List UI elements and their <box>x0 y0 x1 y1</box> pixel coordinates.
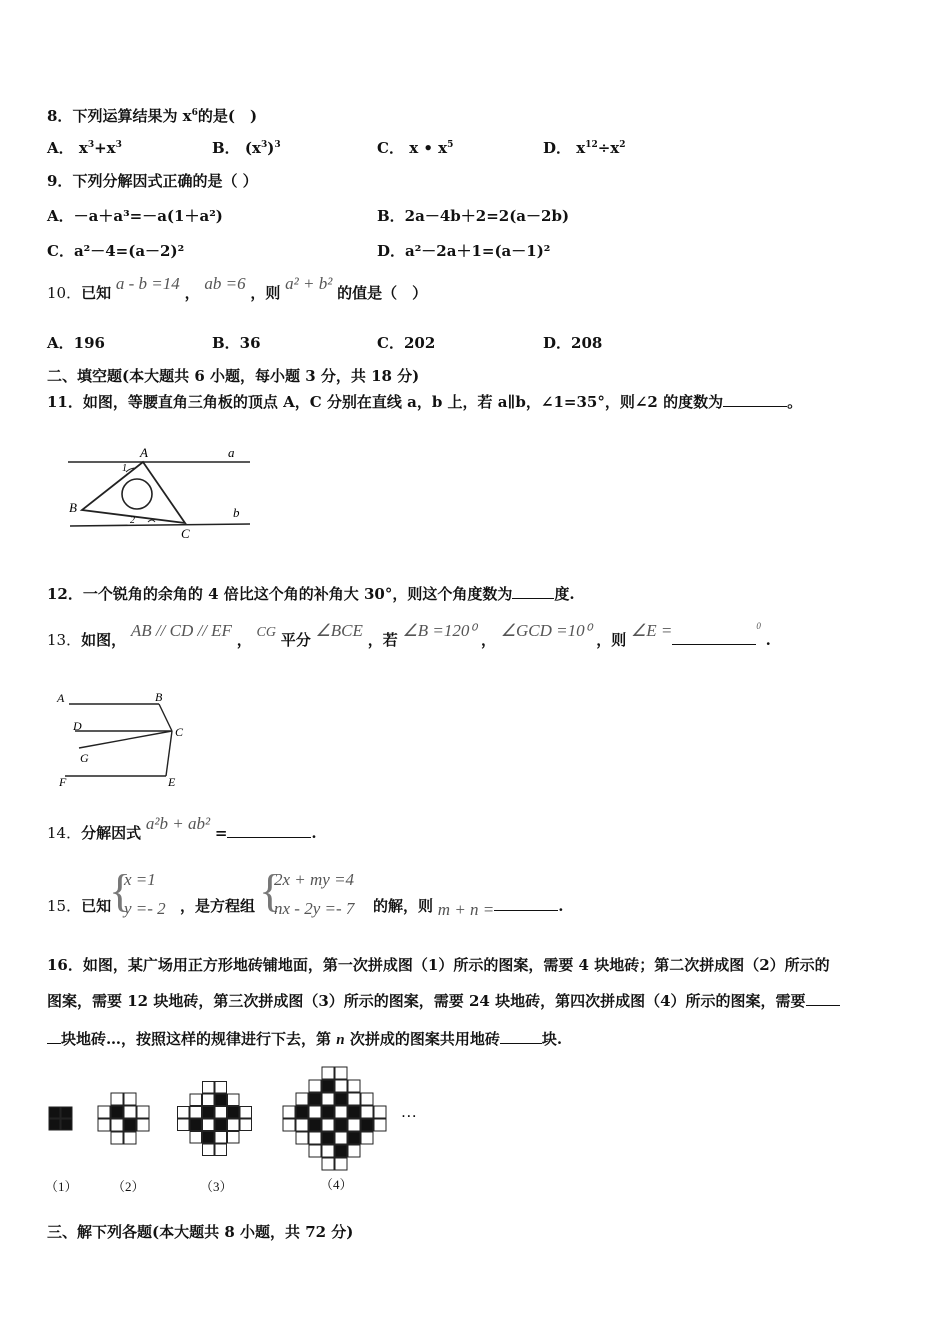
tile-pattern-4 <box>283 1067 386 1170</box>
q10-option-c: C．202 <box>377 334 436 352</box>
caption-1: （1） <box>45 1179 78 1194</box>
q16-line3: 块地砖…，按照这样的规律进行下去，第 n 次拼成的图案共用地砖 块. <box>47 1029 562 1050</box>
label-B: B <box>155 690 163 704</box>
tile <box>228 1094 240 1106</box>
label-F: F <box>59 775 67 789</box>
tile <box>215 1107 227 1119</box>
tile <box>335 1119 347 1131</box>
tile-pattern-2 <box>98 1093 149 1144</box>
left-brace-2: { <box>259 865 282 916</box>
tile <box>98 1119 110 1131</box>
tile <box>361 1106 373 1118</box>
tile <box>335 1132 347 1144</box>
tile <box>335 1067 347 1079</box>
tile <box>49 1107 60 1118</box>
tile <box>309 1132 321 1144</box>
tile <box>203 1144 215 1156</box>
label-a: a <box>228 445 235 460</box>
tile <box>348 1132 360 1144</box>
label-angle-2: 2 <box>130 515 135 526</box>
tile <box>348 1145 360 1157</box>
triangle-hole <box>122 479 152 509</box>
q15-sys2-line2: nx - 2y =- 7 <box>274 899 355 918</box>
tile <box>309 1080 321 1092</box>
tile <box>322 1067 334 1079</box>
q10-option-d: D．208 <box>543 334 603 352</box>
q10-option-a: A．196 <box>47 334 105 352</box>
tile <box>137 1119 149 1131</box>
tile <box>361 1119 373 1131</box>
tile <box>203 1082 215 1094</box>
tile <box>348 1080 360 1092</box>
tile <box>61 1107 72 1118</box>
tile <box>348 1106 360 1118</box>
tile <box>111 1106 123 1118</box>
tile <box>203 1119 215 1131</box>
tile <box>296 1106 308 1118</box>
tile <box>309 1119 321 1131</box>
tile <box>335 1080 347 1092</box>
tile <box>309 1093 321 1105</box>
tile <box>283 1119 295 1131</box>
tile <box>228 1132 240 1144</box>
label-E: E <box>168 775 176 789</box>
tile <box>322 1132 334 1144</box>
tile <box>309 1106 321 1118</box>
tile <box>111 1093 123 1105</box>
tile <box>322 1145 334 1157</box>
label-A: A <box>57 691 65 705</box>
q15-sys1-line1: x =1 <box>124 870 156 889</box>
tile <box>190 1132 202 1144</box>
tile <box>137 1106 149 1118</box>
q15-tail: 的解，则 m + n = . <box>373 897 564 919</box>
tile <box>322 1119 334 1131</box>
tile <box>98 1106 110 1118</box>
label-G: G <box>80 751 89 765</box>
tile <box>215 1144 227 1156</box>
line-b <box>70 524 250 526</box>
q10-option-b: B．36 <box>212 334 261 352</box>
angle-2-arc <box>148 520 155 522</box>
tile <box>322 1158 334 1170</box>
tile <box>322 1093 334 1105</box>
tile-pattern-1 <box>49 1107 72 1130</box>
label-C: C <box>175 725 184 739</box>
label-B: B <box>69 500 77 515</box>
tile <box>203 1094 215 1106</box>
q8-option-c: C． x • $x^5$ <box>377 139 454 157</box>
q9-option-c: C．a²－4=(a－2)² <box>47 242 185 260</box>
left-brace-1: { <box>109 865 132 916</box>
label-A: A <box>140 445 148 460</box>
q9-option-d: D．a²－2a＋1=(a－1)² <box>377 242 551 260</box>
label-b: b <box>233 505 240 520</box>
q16-line2: 图案，需要 12 块地砖，第三次拼成图（3）所示的图案，需要 24 块地砖，第四次拼成图（4）所示的图案，需要 <box>47 991 840 1011</box>
tile <box>240 1119 252 1131</box>
tile <box>348 1119 360 1131</box>
tile <box>203 1132 215 1144</box>
tile <box>124 1106 136 1118</box>
triangle <box>82 462 185 523</box>
tile <box>296 1132 308 1144</box>
section-3-heading: 三、解下列各题(本大题共 8 小题，共 72 分) <box>47 1223 354 1241</box>
q13-figure <box>55 688 195 792</box>
section-2-heading: 二、填空题(本大题共 6 小题，每小题 3 分，共 18 分) <box>47 367 420 385</box>
tile <box>124 1132 136 1144</box>
tile <box>190 1094 202 1106</box>
q11-stem: 11．如图，等腰直角三角板的顶点 A，C 分别在直线 a，b 上，若 a∥b，∠1=35°，则∠2 的度数为 。 <box>47 393 803 411</box>
tile <box>296 1119 308 1131</box>
caption-3: （3） <box>200 1179 233 1194</box>
q15-sys2-line1: 2x + my =4 <box>274 870 355 889</box>
tile <box>228 1119 240 1131</box>
q9-option-b: B．2a－4b＋2=2(a－2b) <box>377 207 570 225</box>
q9-stem: 9．下列分解因式正确的是（ ） <box>47 172 258 190</box>
q14-stem: 14．分解因式 a²b + ab² = . <box>47 814 317 842</box>
tile <box>215 1082 227 1094</box>
ellipsis: … <box>402 1104 417 1121</box>
tile <box>124 1093 136 1105</box>
tile <box>335 1106 347 1118</box>
tile <box>361 1132 373 1144</box>
q15-stem: 15．已知 <box>47 897 112 915</box>
q16-line1: 16．如图，某广场用正方形地砖铺地面，第一次拼成图（1）所示的图案，需要 4 块地砖；第二次拼成图（2）所示的 <box>47 956 830 974</box>
tile <box>335 1158 347 1170</box>
q8-option-a: A． $x^3+x^3$ <box>47 139 122 157</box>
tile <box>374 1119 386 1131</box>
q15-sys1-line2: y =- 2 <box>124 899 166 918</box>
q8-option-b: B． $(x^3)^3$ <box>212 139 281 157</box>
tile <box>178 1119 190 1131</box>
q15-mid: ，是方程组 <box>180 897 256 915</box>
q9-option-a: A．－a＋a³=－a(1＋a²) <box>47 207 223 225</box>
tile <box>111 1132 123 1144</box>
tile-pattern-3 <box>178 1082 252 1156</box>
tile <box>335 1145 347 1157</box>
label-angle-1: 1 <box>122 463 127 474</box>
tile <box>335 1093 347 1105</box>
tile <box>178 1107 190 1119</box>
tile <box>111 1119 123 1131</box>
q16-tile-patterns <box>40 1055 440 1175</box>
tile <box>283 1106 295 1118</box>
tile <box>190 1119 202 1131</box>
tile <box>296 1093 308 1105</box>
q12-stem: 12．一个锐角的余角的 4 倍比这个角的补角大 30°，则这个角度数为 度. <box>47 585 575 603</box>
tile <box>348 1093 360 1105</box>
label-C: C <box>181 526 190 541</box>
tile <box>124 1119 136 1131</box>
q10-stem: 10．已知 a - b =14 ， ab =6 ，则 a² + b² 的值是（ ） <box>47 274 428 302</box>
label-D: D <box>73 719 82 733</box>
tile <box>215 1119 227 1131</box>
tile <box>322 1080 334 1092</box>
tile <box>309 1145 321 1157</box>
tile <box>49 1119 60 1130</box>
caption-4: （4） <box>320 1177 353 1192</box>
tile <box>228 1107 240 1119</box>
tile <box>61 1119 72 1130</box>
tile <box>322 1106 334 1118</box>
tile <box>374 1106 386 1118</box>
tile <box>240 1107 252 1119</box>
q8-stem: 8．下列运算结果为 $x^6$的是( ) <box>47 107 258 125</box>
q8-option-d: D． $x^{12}\div x^2$ <box>543 139 626 157</box>
tile <box>215 1094 227 1106</box>
tile <box>215 1132 227 1144</box>
tile <box>361 1093 373 1105</box>
tile <box>190 1107 202 1119</box>
q11-figure <box>60 440 260 550</box>
q13-stem: 13．如图， AB // CD // EF ， CG 平分 ∠BCE ，若 ∠B =120⁰ ， ∠GCD =10⁰ ，则 ∠E = $^0$ . <box>47 621 771 649</box>
caption-2: （2） <box>112 1179 145 1194</box>
tile <box>203 1107 215 1119</box>
